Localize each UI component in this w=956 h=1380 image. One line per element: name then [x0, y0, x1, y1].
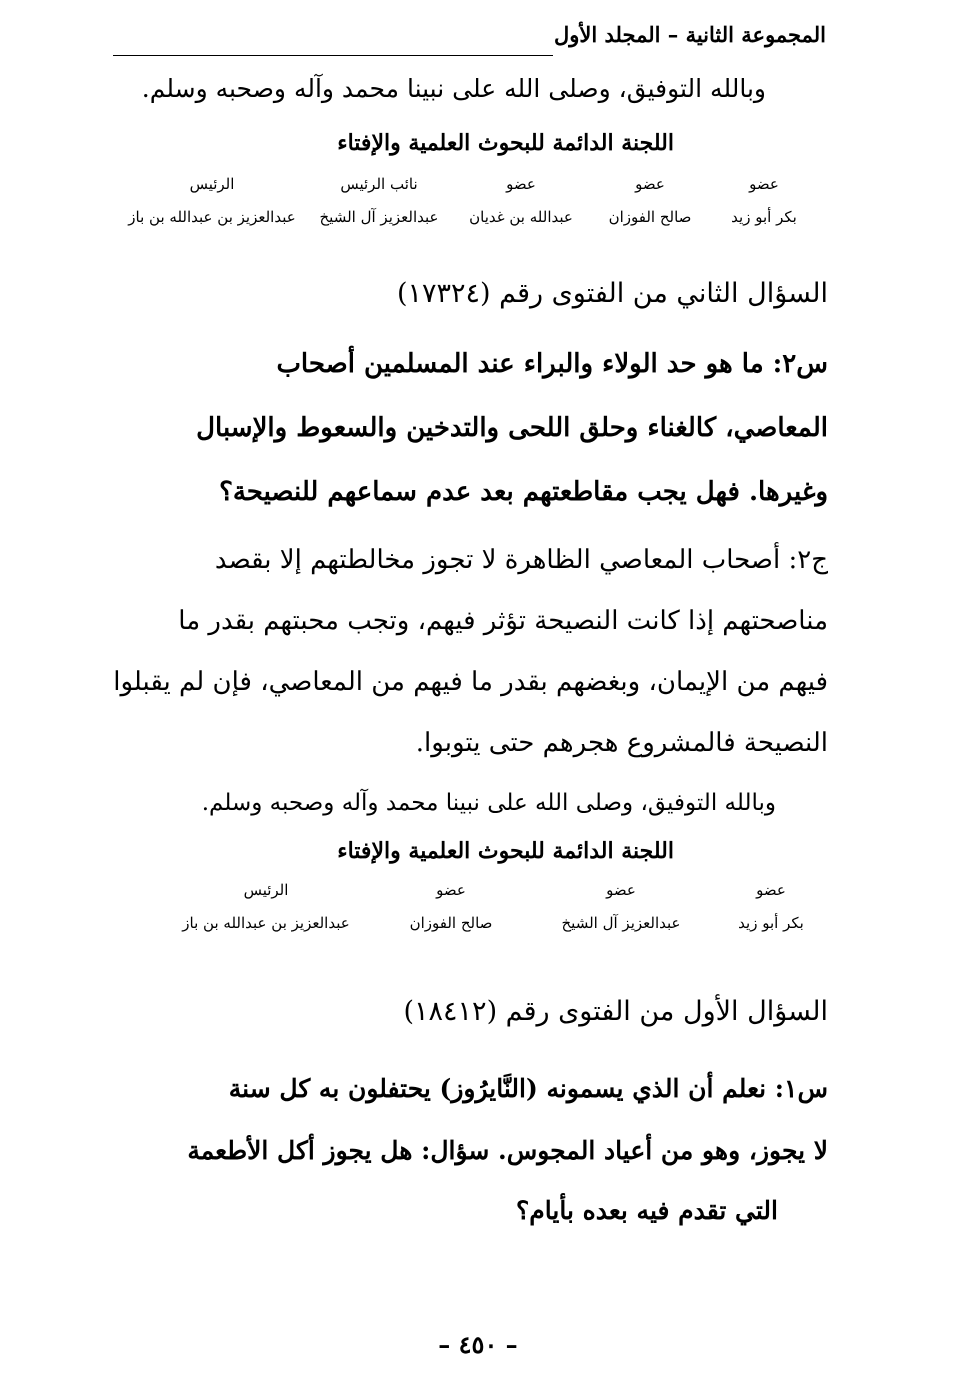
signatory-name: عبدالعزيز بن عبدالله بن باز — [182, 914, 350, 932]
signatory-name: صالح الفوزان — [409, 914, 493, 932]
signatory-role: الرئيس — [243, 881, 289, 899]
answer-line: النصيحة فالمشروع هجرهم حتى يتوبوا. — [415, 728, 828, 758]
signatory-role: الرئيس — [189, 175, 235, 193]
committee-name: اللجنة الدائمة للبحوث العلمية والإفتاء — [337, 130, 674, 156]
signatory-role: عضو — [436, 881, 466, 899]
signatures-block-2 — [156, 878, 826, 932]
signatory-role: عضو — [606, 881, 636, 899]
signatory-name: بكر أبو زيد — [738, 914, 804, 932]
signatory — [716, 878, 826, 932]
signatory-name: بكر أبو زيد — [731, 208, 797, 226]
signatory — [586, 172, 714, 226]
page-number: – ٤٥٠ – — [438, 1330, 518, 1359]
signatory — [122, 172, 302, 226]
signatory — [456, 172, 586, 226]
signatory-name: عبدالعزيز آل الشيخ — [561, 914, 681, 932]
running-header: المجموعة الثانية – المجلد الأول — [554, 22, 826, 47]
signatory-role: عضو — [749, 175, 779, 193]
question-line: وغيرها. فهل يجب مقاطعتهم بعد عدم سماعهم للنصيحة؟ — [219, 477, 828, 507]
signatory-role: عضو — [756, 881, 786, 899]
question-line: س١: نعلم أن الذي يسمونه (النَّايرُوز) يحتفلون به كل سنة — [228, 1074, 828, 1103]
question-line: المعاصي، كالغناء وحلق اللحى والتدخين والسعوط والإسبال — [196, 413, 828, 443]
question-line: التي تقدم فيه بعده بأيام؟ — [516, 1196, 778, 1225]
signatory-role: نائب الرئيس — [340, 175, 418, 193]
signatory-name: صالح الفوزان — [608, 208, 692, 226]
signatory-name: عبدالله بن غديان — [469, 208, 573, 226]
header-rule — [113, 55, 553, 56]
closing-line: وبالله التوفيق، وصلى الله على نبينا محمد وآله وصحبه وسلم. — [201, 790, 776, 816]
signatory — [526, 878, 716, 932]
signatory — [302, 172, 456, 226]
signatures-block-1 — [122, 172, 814, 226]
signatory — [376, 878, 526, 932]
answer-line: مناصحتهم إذا كانت النصيحة تؤثر فيهم، وتجب محبتهم بقدر ما — [178, 606, 828, 636]
question-line: لا يجوز، وهو من أعياد المجوس. سؤال: هل يجوز أكل الأطعمة — [187, 1136, 828, 1165]
closing-line: وبالله التوفيق، وصلى الله على نبينا محمد وآله وصحبه وسلم. — [141, 74, 766, 103]
signatory — [156, 878, 376, 932]
signatory-name: عبدالعزيز آل الشيخ — [319, 208, 439, 226]
answer-line: ج٢: أصحاب المعاصي الظاهرة لا تجوز مخالطتهم إلا بقصد — [214, 545, 828, 575]
question-line: س٢: ما هو حد الولاء والبراء عند المسلمين أصحاب — [276, 349, 828, 379]
signatory-role: عضو — [506, 175, 536, 193]
answer-line: فيهم من الإيمان، وبغضهم بقدر ما فيهم من المعاصي، فإن لم يقبلوا — [113, 667, 828, 697]
signatory — [714, 172, 814, 226]
committee-name: اللجنة الدائمة للبحوث العلمية والإفتاء — [337, 838, 674, 864]
fatwa-heading: السؤال الأول من الفتوى رقم (١٨٤١٢) — [403, 996, 828, 1027]
fatwa-heading: السؤال الثاني من الفتوى رقم (١٧٣٢٤) — [396, 278, 828, 309]
signatory-name: عبدالعزيز بن عبدالله بن باز — [128, 208, 296, 226]
signatory-role: عضو — [635, 175, 665, 193]
